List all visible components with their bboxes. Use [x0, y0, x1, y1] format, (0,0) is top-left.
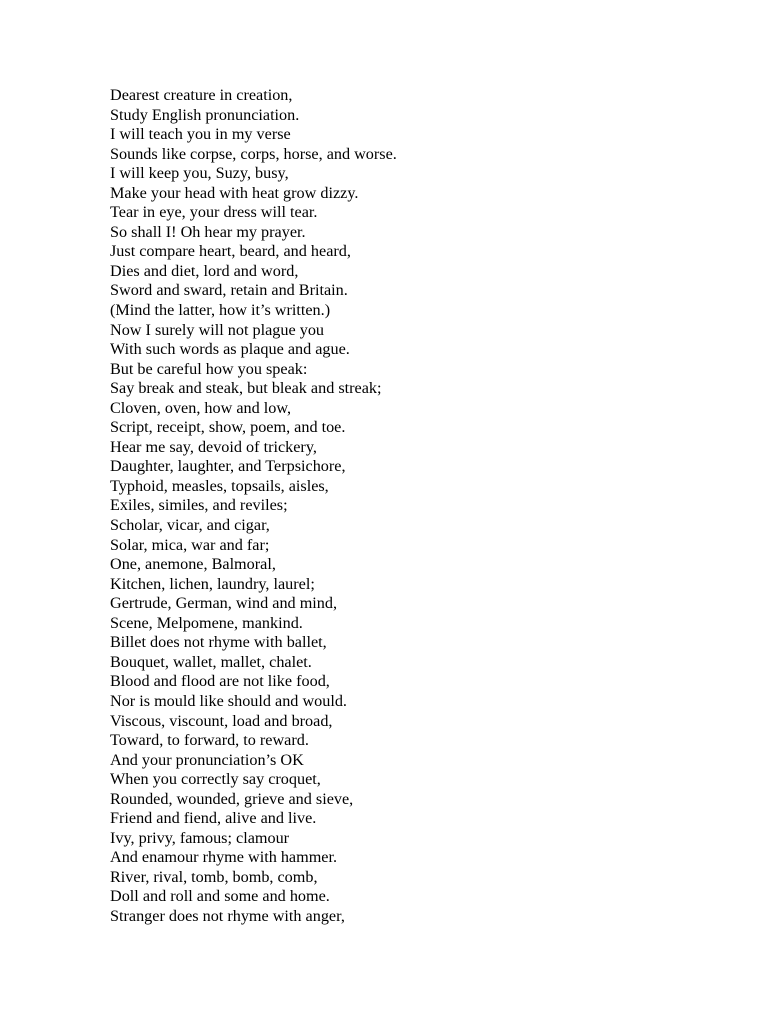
poem-line: Rounded, wounded, grieve and sieve, — [110, 789, 354, 808]
poem-line: Viscous, viscount, load and broad, — [110, 711, 333, 730]
poem-line: Cloven, oven, how and low, — [110, 398, 292, 417]
poem-line: Say break and steak, but bleak and streak; — [110, 379, 382, 398]
poem-line: Billet does not rhyme with ballet, — [110, 633, 327, 652]
poem-line: Exiles, similes, and reviles; — [110, 496, 288, 515]
poem-line: But be careful how you speak: — [110, 359, 308, 378]
poem-line: I will keep you, Suzy, busy, — [110, 164, 289, 183]
poem-line: Tear in eye, your dress will tear. — [110, 203, 318, 222]
poem-line: When you correctly say croquet, — [110, 770, 321, 789]
poem-line: So shall I! Oh hear my prayer. — [110, 222, 306, 241]
poem-line: Script, receipt, show, poem, and toe. — [110, 418, 346, 437]
poem-line: I will teach you in my verse — [110, 125, 291, 144]
poem-line: Gertrude, German, wind and mind, — [110, 594, 338, 613]
poem-line: Daughter, laughter, and Terpsichore, — [110, 457, 346, 476]
poem-line: Hear me say, devoid of trickery, — [110, 437, 317, 456]
poem-line: Dies and diet, lord and word, — [110, 261, 299, 280]
poem-line: Dearest creature in creation, — [110, 86, 293, 104]
poem-line: Study English pronunciation. — [110, 105, 300, 124]
poem-line: Make your head with heat grow dizzy. — [110, 183, 359, 202]
poem-line: Just compare heart, beard, and heard, — [110, 242, 351, 261]
poem-line: (Mind the latter, how it’s written.) — [110, 301, 331, 320]
poem-line: And enamour rhyme with hammer. — [110, 848, 338, 867]
poem-line: Now I surely will not plague you — [110, 320, 325, 339]
poem-line: One, anemone, Balmoral, — [110, 555, 276, 574]
poem-line: Stranger does not rhyme with anger, — [110, 906, 345, 925]
poem-text — [110, 86, 397, 927]
poem-line: Doll and roll and some and home. — [110, 887, 330, 906]
poem-line: Friend and fiend, alive and live. — [110, 809, 317, 828]
poem-line: Typhoid, measles, topsails, aisles, — [110, 476, 329, 495]
poem-line: Ivy, privy, famous; clamour — [110, 828, 290, 847]
poem-line: Scholar, vicar, and cigar, — [110, 516, 270, 535]
poem-line: Scene, Melpomene, mankind. — [110, 613, 303, 632]
poem-line: With such words as plaque and ague. — [110, 340, 350, 359]
poem-line: Nor is mould like should and would. — [110, 691, 347, 710]
poem-line: Kitchen, lichen, laundry, laurel; — [110, 574, 315, 593]
poem-line: Sword and sward, retain and Britain. — [110, 281, 348, 300]
poem-line: And your pronunciation’s OK — [110, 750, 304, 769]
poem-line: Bouquet, wallet, mallet, chalet. — [110, 652, 312, 671]
poem-line: River, rival, tomb, bomb, comb, — [110, 867, 318, 886]
poem-line: Sounds like corpse, corps, horse, and worse. — [110, 144, 397, 163]
poem-line: Toward, to forward, to reward. — [110, 731, 309, 750]
poem-line: Blood and flood are not like food, — [110, 672, 330, 691]
poem-line: Solar, mica, war and far; — [110, 535, 270, 554]
